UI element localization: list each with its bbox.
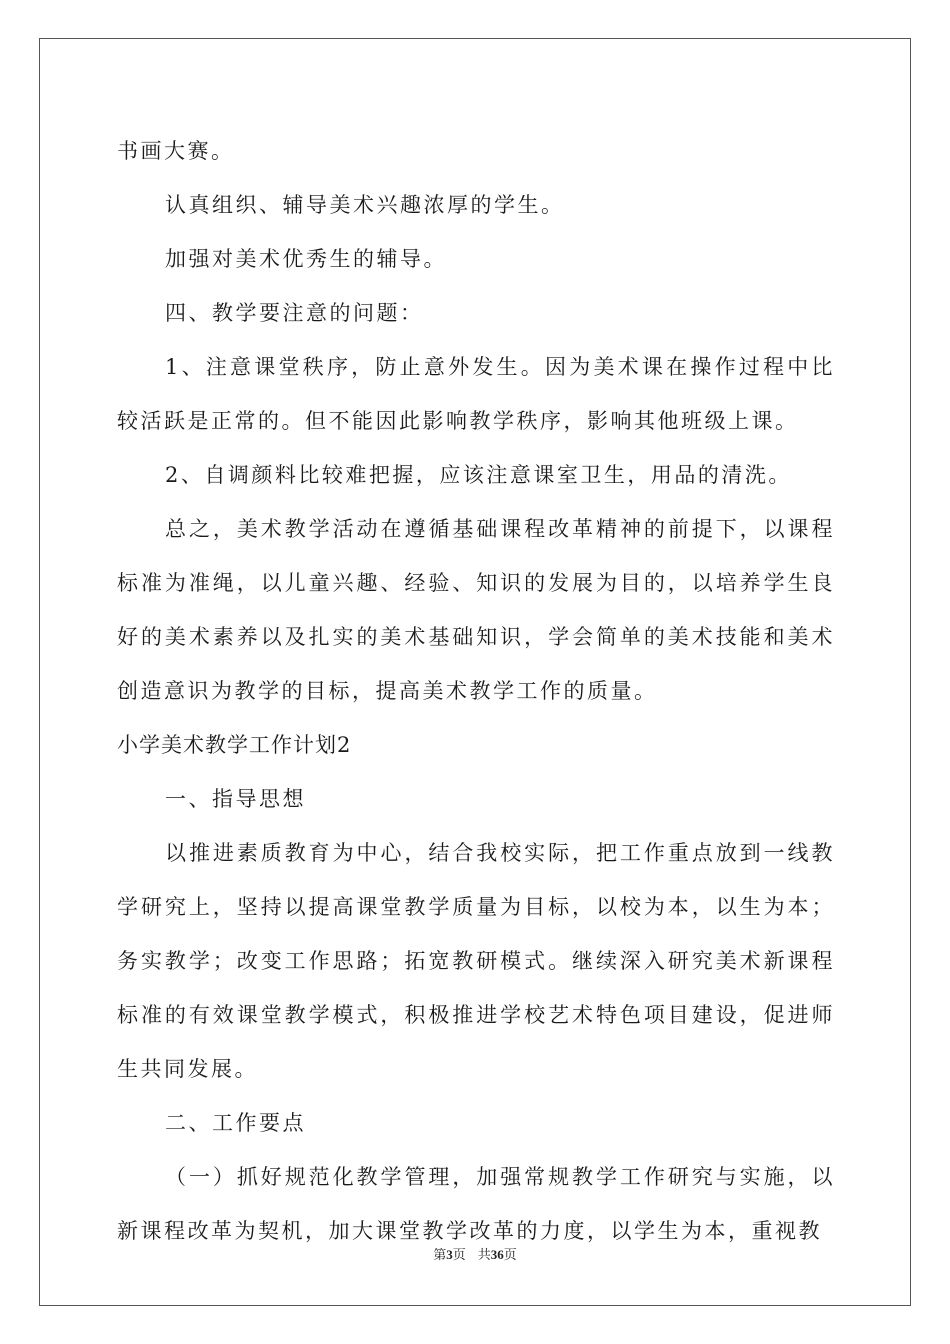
paragraph: 总之，美术教学活动在遵循基础课程改革精神的前提下，以课程标准为准绳，以儿童兴趣、经验、知识的发展为目的，以培养学生良好的美术素养以及扎实的美术基础知识，学会简单的美术技能和美术创造意识为教学的目标，提高美术教学工作的质量。 bbox=[117, 517, 835, 703]
section-heading: 四、教学要注意的问题： bbox=[165, 301, 424, 325]
page-number: 3 bbox=[446, 1247, 453, 1262]
total-prefix: 共 bbox=[477, 1248, 491, 1263]
page-suffix: 页 bbox=[452, 1248, 466, 1263]
section-heading: 二、工作要点 bbox=[165, 1111, 306, 1135]
page-footer bbox=[0, 1244, 950, 1263]
paragraph: 加强对美术优秀生的辅导。 bbox=[165, 247, 447, 271]
paragraph: 以推进素质教育为中心，结合我校实际，把工作重点放到一线教学研究上，坚持以提高课堂教学质量为目标，以校为本，以生为本；务实教学；改变工作思路；拓宽教研模式。继续深入研究美术新课程标准的有效课堂教学模式，积极推进学校艺术特色项目建设，促进师生共同发展。 bbox=[117, 841, 835, 1081]
paragraph: 2、自调颜料比较难把握，应该注意课室卫生，用品的清洗。 bbox=[165, 463, 792, 487]
paragraph: （一）抓好规范化教学管理，加强常规教学工作研究与实施，以新课程改革为契机，加大课堂教学改革的力度，以学生为本，重视教 bbox=[117, 1165, 835, 1243]
paragraph: 1、注意课堂秩序，防止意外发生。因为美术课在操作过程中比较活跃是正常的。但不能因此影响教学秩序，影响其他班级上课。 bbox=[117, 355, 835, 433]
total-pages: 36 bbox=[490, 1247, 504, 1262]
document-title: 小学美术教学工作计划2 bbox=[117, 733, 352, 757]
paragraph: 认真组织、辅导美术兴趣浓厚的学生。 bbox=[165, 193, 565, 217]
total-suffix: 页 bbox=[503, 1248, 517, 1263]
document-body bbox=[117, 124, 835, 1258]
section-heading: 一、指导思想 bbox=[165, 787, 306, 811]
page-prefix: 第 bbox=[433, 1248, 447, 1263]
paragraph: 书画大赛。 bbox=[117, 139, 235, 163]
